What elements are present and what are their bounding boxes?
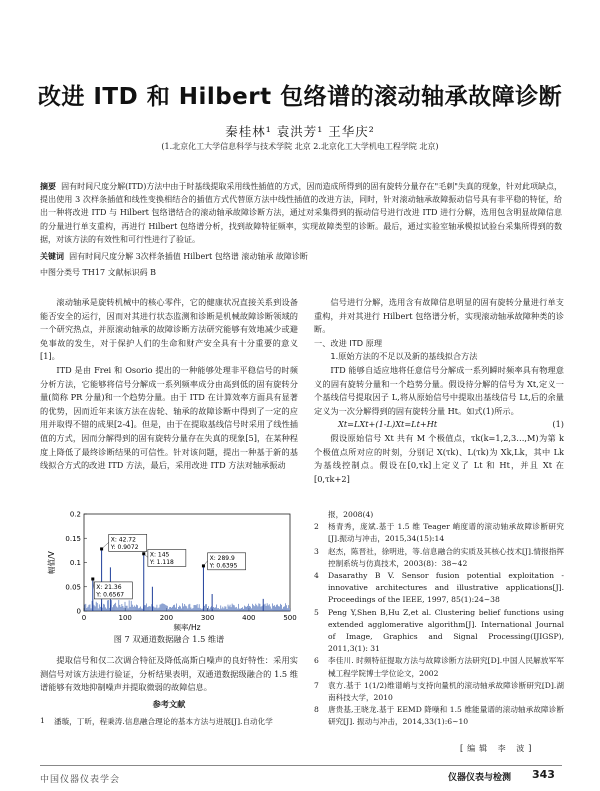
body-paragraph: 信号进行分解，选用含有故障信息明显的固有旋转分量进行单支重构，并对其进行 Hilbert 包络谱分析，实现滚动轴承故障种类的诊断。 — [314, 297, 564, 335]
y-tick-label: 0.15 — [65, 534, 81, 543]
equation-1 — [314, 418, 564, 432]
body-paragraph: 滚动轴承是旋转机械中的核心零件，它的健康状况直接关系到设备能否安全的运行，因而对其进行状态监测和诊断是机械故障诊断领域的一个研究热点，并原滚动轴承的故障诊断方法研究能够有效地减少或避免事故的发生，对于保护人们的生命和财产安全具有十分重要的意义[1]。 — [40, 297, 298, 362]
affiliation: (1.北京化工大学信息科学与技术学院 北京 2.北京化工大学机电工程学院 北京) — [161, 142, 439, 151]
after-figure-text — [40, 654, 298, 695]
references-heading: 参考文献 — [152, 699, 186, 709]
datatip-x: X: 145 — [149, 551, 170, 559]
classification: 中图分类号 TH17 文献标识码 B — [40, 268, 156, 277]
reference-item — [314, 570, 564, 607]
reference-text: 李佳川. 时频特征提取方法与故障诊断方法研究[D].中国人民解放军军械工程学院博士学位论文，2002 — [328, 656, 564, 678]
spectrum-chart — [40, 508, 298, 633]
equation-text: Xt=LXt+(1-L)Xt=Lt+Ht — [338, 419, 438, 430]
y-tick-label: 0.1 — [69, 559, 81, 567]
reference-item — [314, 521, 564, 545]
reference-number: 2 — [314, 522, 319, 532]
reference-text: 赵杰，陈晋社，徐明进，等.信息融合的实质及其核心技术[J].情报指挥控制系统与仿真技术，2003(8)：38~42 — [328, 546, 564, 568]
x-tick-label: 300 — [200, 614, 215, 622]
y-tick-label: 0.2 — [69, 510, 81, 519]
reference-item — [314, 509, 564, 521]
datatip-leader — [102, 542, 109, 549]
x-axis-label: 频率/Hz — [173, 623, 201, 632]
reference-text: 潘璇，丁昕，程秉涛.信息融合理论的基本方法与进展[J].自动化学 — [54, 717, 273, 726]
reference-number — [314, 509, 328, 521]
reference-item — [314, 546, 564, 570]
abstract-text: 固有时间尺度分解(ITD)方法中由于时基线提取采用线性插值的方式，因而造成所得到的固有旋转分量存在"毛刺"失真的现象，针对此项缺点，提出使用 3 次样条插值和线性变换相结合的插值方式代替原方法中线性插值的改进方法，同时，针对滚动轴承故障振动信号具有非平稳的特征，给出一种将改进 ITD 与 Hilbert 包络谱结合的滚动轴承故障诊断方法，通过对采集得到的振动信号进行改进 ITD 进行分解，选用包含明显故障信息的分量进行单支重构，再进行 Hilbert 包络谱分析，找到故障特征频率，实现故障类型的诊断。最后，通过实验室轴承模拟试验台采集所得到的数据，对该方法的有效性和可行性进行了验证。 — [40, 182, 562, 244]
footer-divider — [40, 765, 562, 766]
keywords-label: 关键词 — [40, 252, 64, 261]
abstract-label: 摘要 — [40, 182, 57, 191]
footer-journal: 仪器仪表与检测 — [448, 773, 512, 783]
datatip-y: Y: 0.6567 — [96, 591, 125, 599]
reference-text: Peng Y,Shen B,Hu Z,et al. Clustering belief functions using extended agglomerative algorithm[J]. International Journal of Image, Graphics and Signal Processing(IJIGSP), 2011,3(1): 31 — [328, 607, 564, 654]
datatip-leader — [203, 561, 207, 566]
figure-7 — [40, 508, 298, 632]
authors: 秦桂林¹ 袁洪芳¹ 王华庆² — [225, 124, 375, 139]
y-tick-label: 0.05 — [65, 583, 81, 592]
reference-number: 8 — [314, 705, 319, 715]
body-paragraph: 提取信号和仅二次调合特征及降低高斯白噪声的良好特性：采用实测信号对该方法进行验证，分析结果表明，双通道数据级融合的 1.5 维谱能够有效地抑制噪声并提取微弱的故障信息。 — [40, 655, 298, 693]
reference-item — [40, 716, 298, 727]
reference-item — [314, 680, 564, 704]
reference-number: 5 — [314, 607, 319, 617]
body-paragraph: 假设原始信号 Xt 共有 M 个极值点，τk(k=1,2,3…,M)为第 k 个极值点所对应的时刻，分别记 X(τk)、L(τk)为 Xk,Lk，其中 Lk 为基线控制点。假设在[0,τk]上定义了 Lt 和 Ht，并且 Xt 在[0,τk+2] — [314, 432, 564, 484]
page-number: 343 — [532, 768, 555, 781]
reference-text: 杨青秀，庞斌.基于 1.5 维 Teager 峭度谱的滚动轴承故障诊断研究[J].振动与冲击，2015,34(15):14 — [328, 522, 564, 544]
page-title: 改进 ITD 和 Hilbert 包络谱的滚动轴承故障诊断 — [37, 84, 563, 110]
reference-number: 3 — [314, 546, 319, 556]
datatip-x: X: 42.72 — [110, 536, 136, 544]
body-paragraph: ITD 能够自适应地将任意信号分解成一系列瞬时频率具有物理意义的固有旋转分量和一个趋势分量。假设待分解的信号为 Xt,定义一个基线信号提取因子 L,将从原始信号中提取出基线信号 Lt,后的余量定义为一次分解得到的固有旋转分量 Ht。如式(1)所示。 — [314, 364, 564, 416]
reference-number: 4 — [314, 571, 319, 581]
y-tick-label: 0 — [76, 607, 81, 616]
datatip-y: Y: 0.9072 — [110, 543, 139, 551]
section-heading: 一、改进 ITD 原理 — [314, 337, 383, 348]
left-column — [40, 296, 298, 473]
keywords-text: 固有时间尺度分解 3次样条插值 Hilbert 包络谱 滚动轴承 故障诊断 — [69, 252, 308, 261]
reference-item — [314, 607, 564, 656]
reference-number: 6 — [314, 656, 319, 666]
reference-text: Dasarathy B V. Sensor fusion potential exploitation -innovative architectures and illustrative applications[J]. Proceedings of the IEEE, 1997, 85(1):24~38 — [328, 571, 564, 605]
reference-item — [314, 704, 564, 728]
reference-text: 唐贵基,王晓龙.基于 EEMD 降噪和 1.5 维能量谱的滚动轴承故障诊断研究[J]. 振动与冲击，2014,33(1):6~10 — [328, 705, 564, 727]
datatip-leader — [144, 554, 148, 558]
body-paragraph: ITD 是由 Frei 和 Osorio 提出的一种能够处理非平稳信号的时频分析方法，它能够将信号分解成一系列频率成分由高到低的固有旋转分量(简称 PR 分量)和一个趋势分量。由于 ITD 在计算效率方面具有显著的优势，因而近年来该方法在齿轮、轴承的故障诊断中得到了一定的应用并取得不错的成果[2-4]。但是，由于在提取基线信号时采用了线性插值的方式，因而分解得到的固有旋转分量存在失真的现象[5]，在某种程度上降低了最终诊断结果的可信性。针对该问题，提出一种基于新的基线拟合方式的改进 ITD 方法，最后，采用改进 ITD 方法对轴承振动 — [40, 364, 298, 471]
keywords — [40, 251, 562, 262]
x-tick-label: 0 — [81, 614, 87, 622]
datatip-x: X: 289.9 — [209, 554, 235, 562]
reference-item — [314, 655, 564, 679]
figure-caption: 图 7 双通道数据融合 1.5 维谱 — [113, 634, 225, 644]
reference-text: 袁方.基于 1(1/2)维谱峭与支持向量机的滚动轴承故障诊断研究[D].湖南科技大学，2010 — [328, 680, 564, 703]
references-right — [314, 509, 564, 729]
datatip-y: Y: 1.118 — [149, 558, 174, 566]
x-tick-label: 200 — [159, 614, 174, 622]
x-tick-label: 500 — [283, 614, 297, 622]
y-axis-label: 幅值/V — [47, 551, 56, 574]
right-column — [314, 296, 564, 486]
reference-left — [40, 716, 298, 727]
abstract — [40, 180, 562, 246]
editor-note: [编辑 李 波] — [460, 744, 536, 753]
footer-left: 中国仪器仪表学会 — [40, 775, 121, 785]
reference-number: 7 — [314, 680, 319, 690]
datatip-x: X: 21.36 — [96, 583, 122, 591]
reference-number: 1 — [40, 716, 45, 725]
reference-text: 报，2008(4) — [328, 510, 374, 519]
equation-number: (1) — [552, 419, 564, 430]
x-tick-label: 100 — [118, 614, 132, 622]
datatip-y: Y: 0.6395 — [209, 562, 238, 570]
x-tick-label: 400 — [242, 614, 256, 622]
subsection-heading: 1.原始方法的不足以及新的基线拟合方法 — [330, 351, 478, 362]
